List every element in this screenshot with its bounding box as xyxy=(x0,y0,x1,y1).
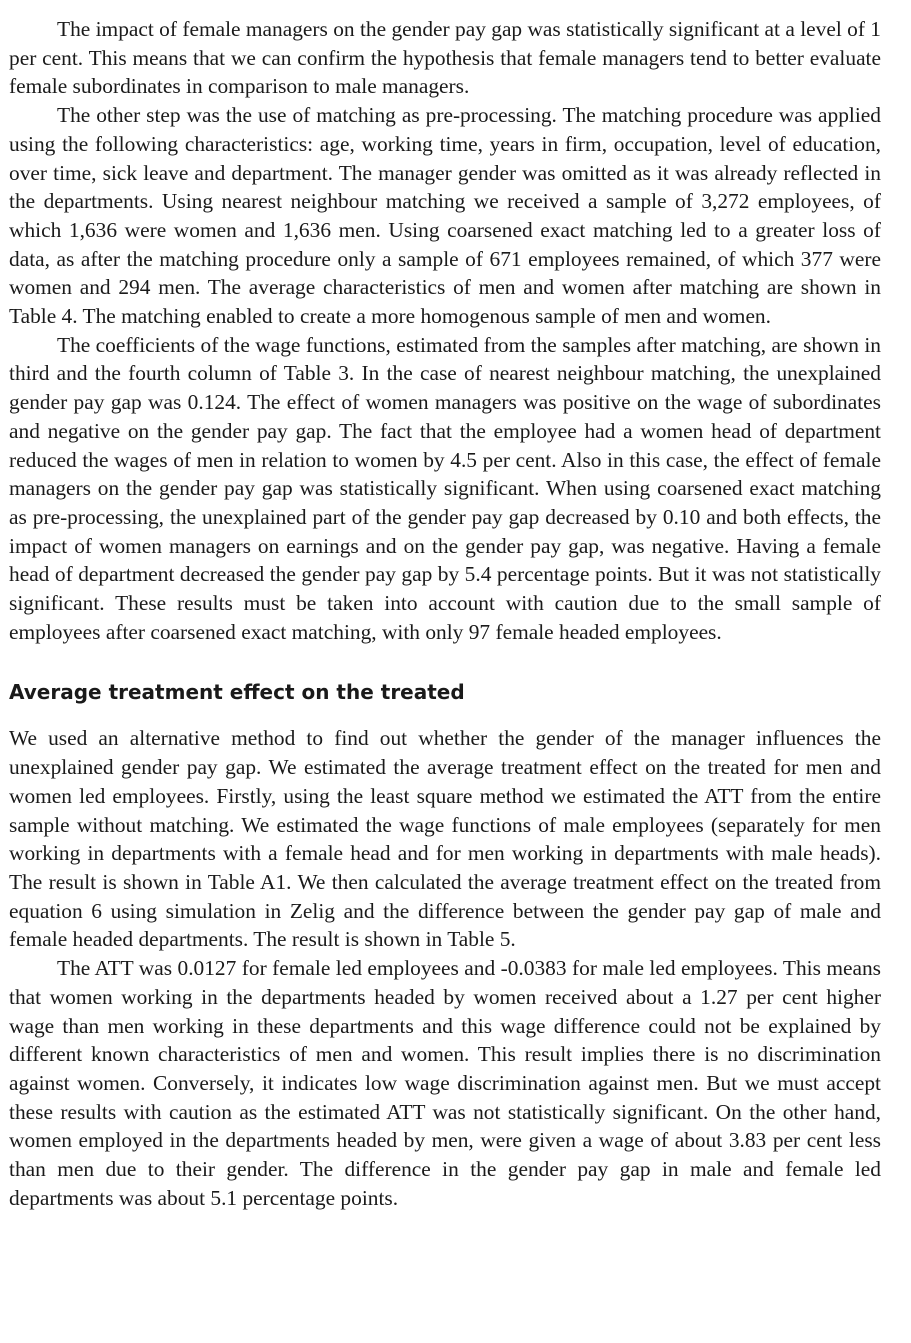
section-matching-results xyxy=(9,15,881,646)
paragraph-significance: The impact of female managers on the gender pay gap was statistically significant at a level of 1 per cent. This means that we can confirm the hypothesis that female managers tend to better evaluate female subordinates in comparison to male managers. xyxy=(9,17,881,99)
paragraph-att-method: We used an alternative method to find out whether the gender of the manager influences the unexplained gender pay gap. We estimated the average treatment effect on the treated for men and women led employees. Firstly, using the least square method we estimated the ATT from the entire sample without matching. We estimated the wage functions of male employees (separately for men working in departments with a female head and for men working in departments with male heads). The result is shown in Table A1. We then calculated the average treatment effect on the treated from equation 6 using simulation in Zelig and the difference between the gender pay gap of male and female headed departments. The result is shown in Table 5. xyxy=(9,726,881,952)
section-heading-att: Average treatment effect on the treated xyxy=(9,680,465,705)
document-page xyxy=(9,15,881,1212)
paragraph-wage-coefficients: The coefficients of the wage functions, estimated from the samples after matching, are shown in third and the fourth column of Table 3. In the case of nearest neighbour matching, the unexplained gender pay gap was 0.124. The effect of women managers was positive on the wage of subordinates and negative on the gender pay gap. The fact that the employee had a women head of department reduced the wages of men in relation to women by 4.5 per cent. Also in this case, the effect of female managers on the gender pay gap was statistically significant. When using coarsened exact matching as pre-processing, the unexplained part of the gender pay gap decreased by 0.10 and both effects, the impact of women managers on earnings and on the gender pay gap, was negative. Having a female head of department decreased the gender pay gap by 5.4 percentage points. But it was not statistically significant. These results must be taken into account with caution due to the small sample of employees after coarsened exact matching, with only 97 female headed employees. xyxy=(9,332,881,644)
section-heading-wrapper xyxy=(9,678,881,706)
paragraph-att-results: The ATT was 0.0127 for female led employees and -0.0383 for male led employees. This means that women working in the departments headed by women received about a 1.27 per cent higher wage than men working in these departments and this wage difference could not be explained by different known characteristics of men and women. This result implies there is no discrimination against women. Conversely, it indicates low wage discrimination against men. But we must accept these results with caution as the estimated ATT was not statistically significant. On the other hand, women employed in the departments headed by men, were given a wage of about 3.83 per cent less than men due to their gender. The difference in the gender pay gap in male and female led departments was about 5.1 percentage points. xyxy=(9,956,881,1210)
section-att xyxy=(9,724,881,1212)
paragraph-matching-procedure: The other step was the use of matching as pre-processing. The matching procedure was applied using the following characteristics: age, working time, years in firm, occupation, level of education, over time, sick leave and department. The manager gender was omitted as it was already reflected in the departments. Using nearest neighbour matching we received a sample of 3,272 employees, of which 1,636 were women and 1,636 men. Using coarsened exact matching led to a greater loss of data, as after the matching procedure only a sample of 671 employees remained, of which 377 were women and 294 men. The average characteristics of men and women after matching are shown in Table 4. The matching enabled to create a more homogenous sample of men and women. xyxy=(9,103,881,329)
